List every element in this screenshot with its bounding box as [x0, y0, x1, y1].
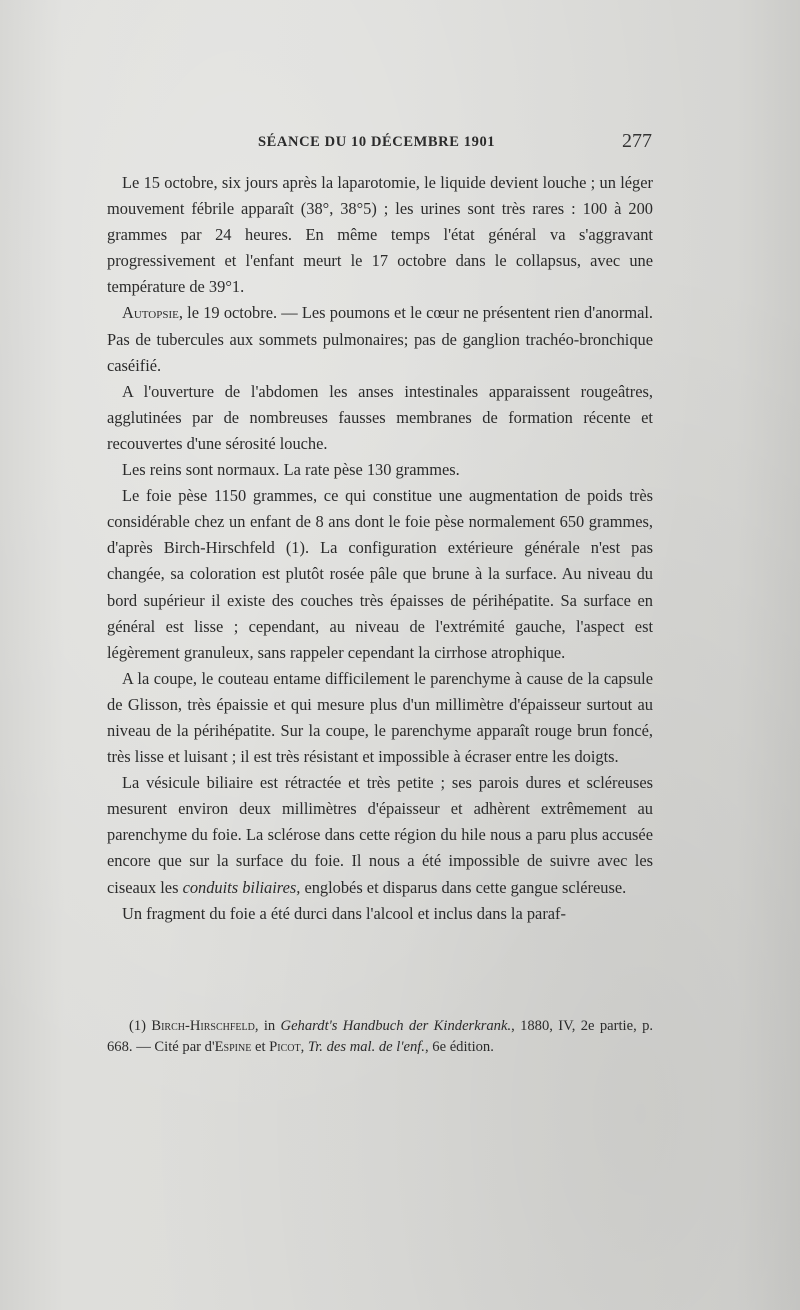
autopsie-label: Autopsie,	[122, 303, 183, 323]
footnote-author-2: Espine	[214, 1039, 252, 1055]
paragraph-7-start: La vésicule biliaire est rétractée et très petite ; ses parois dures et scléreuses mesurent environ deux millimètres d'épaisseur et adhèrent extrêmement au parenchyme du foie. La sclérose dans cette région du hile nous a paru plus accusée encore que sur la surface du foie. Il nous a été impossible de suivre avec les ciseaux les	[107, 773, 653, 897]
paragraph-7	[107, 770, 653, 900]
paragraph-4: Les reins sont normaux. La rate pèse 130 grammes.	[122, 460, 460, 480]
footnote-author-3: Picot,	[269, 1039, 305, 1055]
paragraph-5: Le foie pèse 1150 grammes, ce qui constitue une augmentation de poids très considérable chez un enfant de 8 ans dont le foie pèse normalement 650 grammes, d'après Birch-Hirschfeld (1). La configuration extérieure générale n'est pas changée, sa coloration est plutôt rosée pâle que brune à la surface. Au niveau du bord supérieur il existe des couches très épaisses de périhépatite. Sa surface en général est lisse ; cependant, au niveau de l'extrémité gauche, l'aspect est légèrement granuleux, sans rappeler cependant la cirrhose atrophique.	[107, 486, 653, 662]
footnotes	[107, 1016, 653, 1058]
footnote-text-5: , 6e édition.	[424, 1039, 494, 1055]
footnote-text-1: in	[258, 1018, 281, 1034]
paragraph-2	[107, 300, 653, 378]
running-title: SÉANCE DU 10 DÉCEMBRE 1901	[258, 134, 496, 150]
footnote-marker: (1)	[129, 1018, 152, 1034]
paragraph-7-end: englobés et disparus dans cette gangue scléreuse.	[300, 877, 627, 897]
paragraph-1: Le 15 octobre, six jours après la laparotomie, le liquide devient louche ; un léger mouvement fébrile apparaît (38°, 38°5) ; les urines sont très rares : 100 à 200 grammes par 24 heures. En même temps l'état général va s'aggravant progressivement et l'enfant meurt le 17 octobre dans le collapsus, avec une température de 39°1.	[107, 173, 653, 297]
footnote-title-2: Tr. des mal. de l'enf.	[307, 1039, 425, 1055]
paragraph-3: A l'ouverture de l'abdomen les anses intestinales apparaissent rougeâtres, agglutinées par de nombreuses fausses membranes de formation récente et recouvertes d'une sérosité louche.	[107, 381, 653, 453]
footnote-text-2: , 1880, IV, 2e partie, p. 668. — Cité par d'	[107, 1018, 654, 1055]
page-header	[107, 130, 652, 158]
body-text	[107, 170, 653, 927]
paragraph-8: Un fragment du foie a été durci dans l'alcool et inclus dans la paraf-	[122, 903, 566, 923]
paragraph-6: A la coupe, le couteau entame difficilement le parenchyme à cause de la capsule de Glisson, très épaissie et qui mesure plus d'un millimètre d'épaisseur surtout au niveau de la périhépatite. Sur la coupe, le parenchyme apparaît rouge brun foncé, très lisse et luisant ; il est très résistant et impossible à écraser entre les doigts.	[107, 668, 653, 767]
footnote-title-1: Gehardt's Handbuch der Kinderkrank.	[280, 1018, 512, 1034]
footnote-1	[107, 1016, 653, 1058]
page-number: 277	[622, 130, 652, 152]
footnote-text-3: et	[251, 1039, 270, 1055]
footnote-author-1: Birch-Hirschfeld,	[151, 1018, 259, 1034]
paragraph-7-italic: conduits biliaires,	[182, 877, 301, 897]
paragraph-2-text: le 19 octobre. — Les poumons et le cœur ne présentent rien d'anormal. Pas de tubercules aux sommets pulmonaires; pas de ganglion trachéo-bronchique caséifié.	[107, 303, 653, 375]
